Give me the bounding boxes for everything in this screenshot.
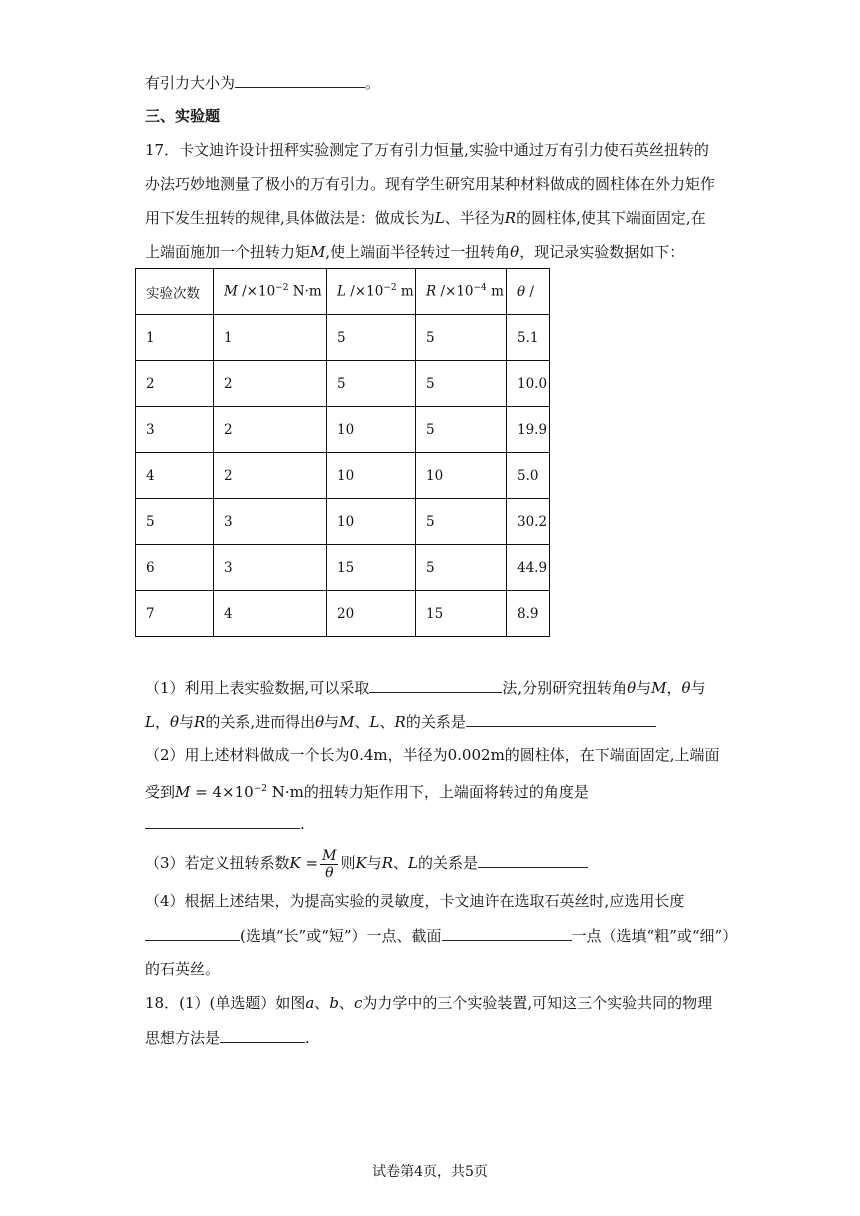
p1-text-g: 与: [179, 713, 195, 731]
var-theta: θ: [510, 243, 520, 261]
p1-text-i: 与: [324, 713, 340, 731]
table-cell-M: 3: [214, 499, 327, 545]
p1-text-e: 与: [690, 679, 706, 697]
table-cell-R: 10: [416, 453, 507, 499]
q18-line1: [145, 993, 712, 1013]
p4-line1: （4）根据上述结果，为提高实验的灵敏度，卡文迪许在选取石英丝时,应选用长度: [145, 892, 685, 910]
p2-line1: （2）用上述材料做成一个长为0.4m，半径为0.002m的圆柱体，在下端面固定,上端面: [145, 746, 720, 764]
p1-text-l: 的关系是: [405, 713, 466, 731]
table-cell-n: 6: [136, 545, 214, 591]
var-M: M: [651, 679, 667, 697]
q17-line4: [145, 242, 684, 262]
var-L: L: [408, 854, 418, 872]
var-c: c: [353, 994, 363, 1012]
p3-text-c: 与: [366, 854, 382, 872]
table-cell-L: 15: [327, 545, 416, 591]
table-cell-M: 1: [214, 315, 327, 361]
q18-text-b: 为力学中的三个实验装置,可知这三个实验共同的物理: [362, 994, 713, 1012]
table-row: [136, 545, 550, 591]
p3-eq: =: [300, 854, 319, 872]
table-row: [136, 499, 550, 545]
var-M: M: [310, 243, 326, 261]
q17-line4-text-b: ,使上端面半径转过一扭转角: [325, 243, 511, 261]
table-cell-theta: 10.0: [507, 361, 550, 407]
q18-sep2: 、: [338, 994, 354, 1012]
table-row: [136, 315, 550, 361]
var-R: R: [394, 713, 406, 731]
page-footer: 试卷第4页，共5页: [372, 1164, 488, 1180]
var-L: L: [369, 713, 380, 731]
p4-text-b: (选填“长”或“短”）一点、截面: [240, 927, 442, 945]
table-cell-R: 5: [416, 499, 507, 545]
var-L: L: [434, 209, 445, 227]
q17-line3-text-c: 的圆柱体,使其下端面固定,在: [516, 209, 706, 227]
table-cell-n: 1: [136, 315, 214, 361]
table-cell-n: 2: [136, 361, 214, 407]
var-M: M: [339, 713, 355, 731]
p3-text-a: （3）若定义扭转系数: [145, 854, 290, 872]
p2-unit: N·m: [266, 783, 304, 801]
p3-text-d: 、: [393, 854, 409, 872]
table-row: [136, 591, 550, 637]
table-row: [136, 453, 550, 499]
p1-text-d: ，: [666, 679, 682, 697]
q17-line2: 办法巧妙地测量了极小的万有引力。现有学生研究用某种材料做成的圆柱体在外力矩作: [145, 175, 716, 193]
header-L: L $/\times 10^{-2}$ m: [327, 269, 416, 315]
header-R: R $/\times 10^{-4}$ m: [416, 269, 507, 315]
method-blank[interactable]: [369, 677, 502, 693]
header-theta: θ /: [507, 269, 550, 315]
p2-end: .: [300, 815, 305, 833]
var-theta: θ: [627, 679, 637, 697]
table-cell-L: 20: [327, 591, 416, 637]
fraction-denominator: θ: [325, 864, 334, 881]
experiment-data-table: [135, 268, 550, 637]
p1-line1: [145, 677, 706, 698]
table-cell-L: 10: [327, 453, 416, 499]
q17-line3-text-b: 、半径为: [444, 209, 505, 227]
var-L: L: [145, 713, 155, 731]
p4-line3: 的石英丝。: [145, 960, 221, 978]
p1-text-j: 、: [354, 713, 370, 731]
top-fragment-text: 有引力大小为: [145, 74, 236, 92]
table-row: [136, 361, 550, 407]
table-cell-M: 3: [214, 545, 327, 591]
table-cell-n: 5: [136, 499, 214, 545]
p2-line2: [145, 779, 589, 802]
var-theta: θ: [169, 713, 180, 731]
table-cell-theta: 44.9: [507, 545, 550, 591]
q18-end: .: [305, 1029, 310, 1047]
p1-text-k: 、: [379, 713, 395, 731]
table-cell-L: 10: [327, 499, 416, 545]
top-fragment-period: 。: [365, 74, 381, 92]
var-R: R: [194, 713, 206, 731]
q17-line4-text-a: 上端面施加一个扭转力矩: [145, 243, 311, 261]
p3-line: [145, 846, 588, 881]
var-K: K: [355, 854, 367, 872]
p1-line2: [145, 711, 656, 732]
table-row: [136, 407, 550, 453]
table-cell-theta: 19.9: [507, 407, 550, 453]
p1-text-c: 与: [636, 679, 652, 697]
table-cell-n: 7: [136, 591, 214, 637]
angle-blank[interactable]: [145, 813, 300, 829]
header-M: M $/\times 10^{-2}$ N·m: [214, 269, 327, 315]
table-cell-theta: 8.9: [507, 591, 550, 637]
var-b: b: [329, 994, 339, 1012]
table-cell-L: 5: [327, 361, 416, 407]
p1-text-b: 法,分别研究扭转角: [502, 679, 628, 697]
table-cell-R: 5: [416, 315, 507, 361]
table-cell-M: 2: [214, 361, 327, 407]
var-M: M: [175, 783, 191, 801]
relation-blank[interactable]: [466, 711, 656, 727]
table-cell-n: 4: [136, 453, 214, 499]
header-trial: 实验次数: [136, 269, 214, 315]
coefficient-relation-blank[interactable]: [478, 852, 588, 868]
p2-line3: [145, 813, 305, 834]
method-answer-blank[interactable]: [220, 1027, 305, 1043]
p4-text-c: 一点（选填“粗”或“细”）: [571, 927, 738, 945]
q17-line3-text-a: 用下发生扭转的规律,具体做法是：做成长为: [145, 209, 435, 227]
q17-line3: [145, 208, 706, 228]
table-cell-M: 2: [214, 453, 327, 499]
table-header-row: [136, 269, 550, 315]
var-theta: θ: [681, 679, 691, 697]
var-R: R: [381, 854, 393, 872]
table-cell-R: 15: [416, 591, 507, 637]
var-R: R: [504, 209, 517, 227]
table-cell-theta: 30.2: [507, 499, 550, 545]
length-blank[interactable]: [145, 925, 240, 941]
p3-text-b: 则: [340, 854, 356, 872]
table-cell-M: 2: [214, 407, 327, 453]
q18-text-c: 思想方法是: [145, 1029, 221, 1047]
var-K: K: [289, 854, 301, 872]
q18-line2: [145, 1027, 310, 1048]
q17-line4-text-c: ，现记录实验数据如下：: [519, 243, 685, 261]
fraction-numerator: M: [322, 847, 337, 864]
p4-line2: [145, 925, 737, 946]
q18-text-a: 18．(1）(单选题）如图: [145, 994, 306, 1012]
p2-exp: −2: [253, 784, 267, 794]
p2-text-c: 的扭转力矩作用下，上端面将转过的角度是: [303, 783, 589, 801]
q17-line1: 17．卡文迪许设计扭秤实验测定了万有引力恒量,实验中通过万有引力使石英丝扭转的: [145, 141, 709, 159]
fraction-M-over-theta: [320, 848, 338, 881]
top-fragment-line: [145, 72, 380, 93]
table-cell-R: 5: [416, 407, 507, 453]
table-cell-M: 4: [214, 591, 327, 637]
var-theta: θ: [315, 713, 325, 731]
table-cell-theta: 5.1: [507, 315, 550, 361]
answer-blank[interactable]: [235, 72, 365, 88]
p1-text-h: 的关系,进而得出: [205, 713, 316, 731]
table-cell-L: 10: [327, 407, 416, 453]
table-cell-L: 5: [327, 315, 416, 361]
table-cell-theta: 5.0: [507, 453, 550, 499]
table-cell-R: 5: [416, 361, 507, 407]
p1-text-f: ，: [154, 713, 170, 731]
table-cell-n: 3: [136, 407, 214, 453]
q18-sep1: 、: [314, 994, 330, 1012]
p2-eq: = 4×10: [190, 783, 254, 801]
section-title: 三、实验题: [145, 107, 221, 125]
p2-text-b: 受到: [145, 783, 176, 801]
var-a: a: [305, 994, 315, 1012]
p1-text-a: （1）利用上表实验数据,可以采取: [145, 679, 370, 697]
cross-section-blank[interactable]: [442, 925, 572, 941]
table-cell-R: 5: [416, 545, 507, 591]
p3-text-e: 的关系是: [417, 854, 478, 872]
